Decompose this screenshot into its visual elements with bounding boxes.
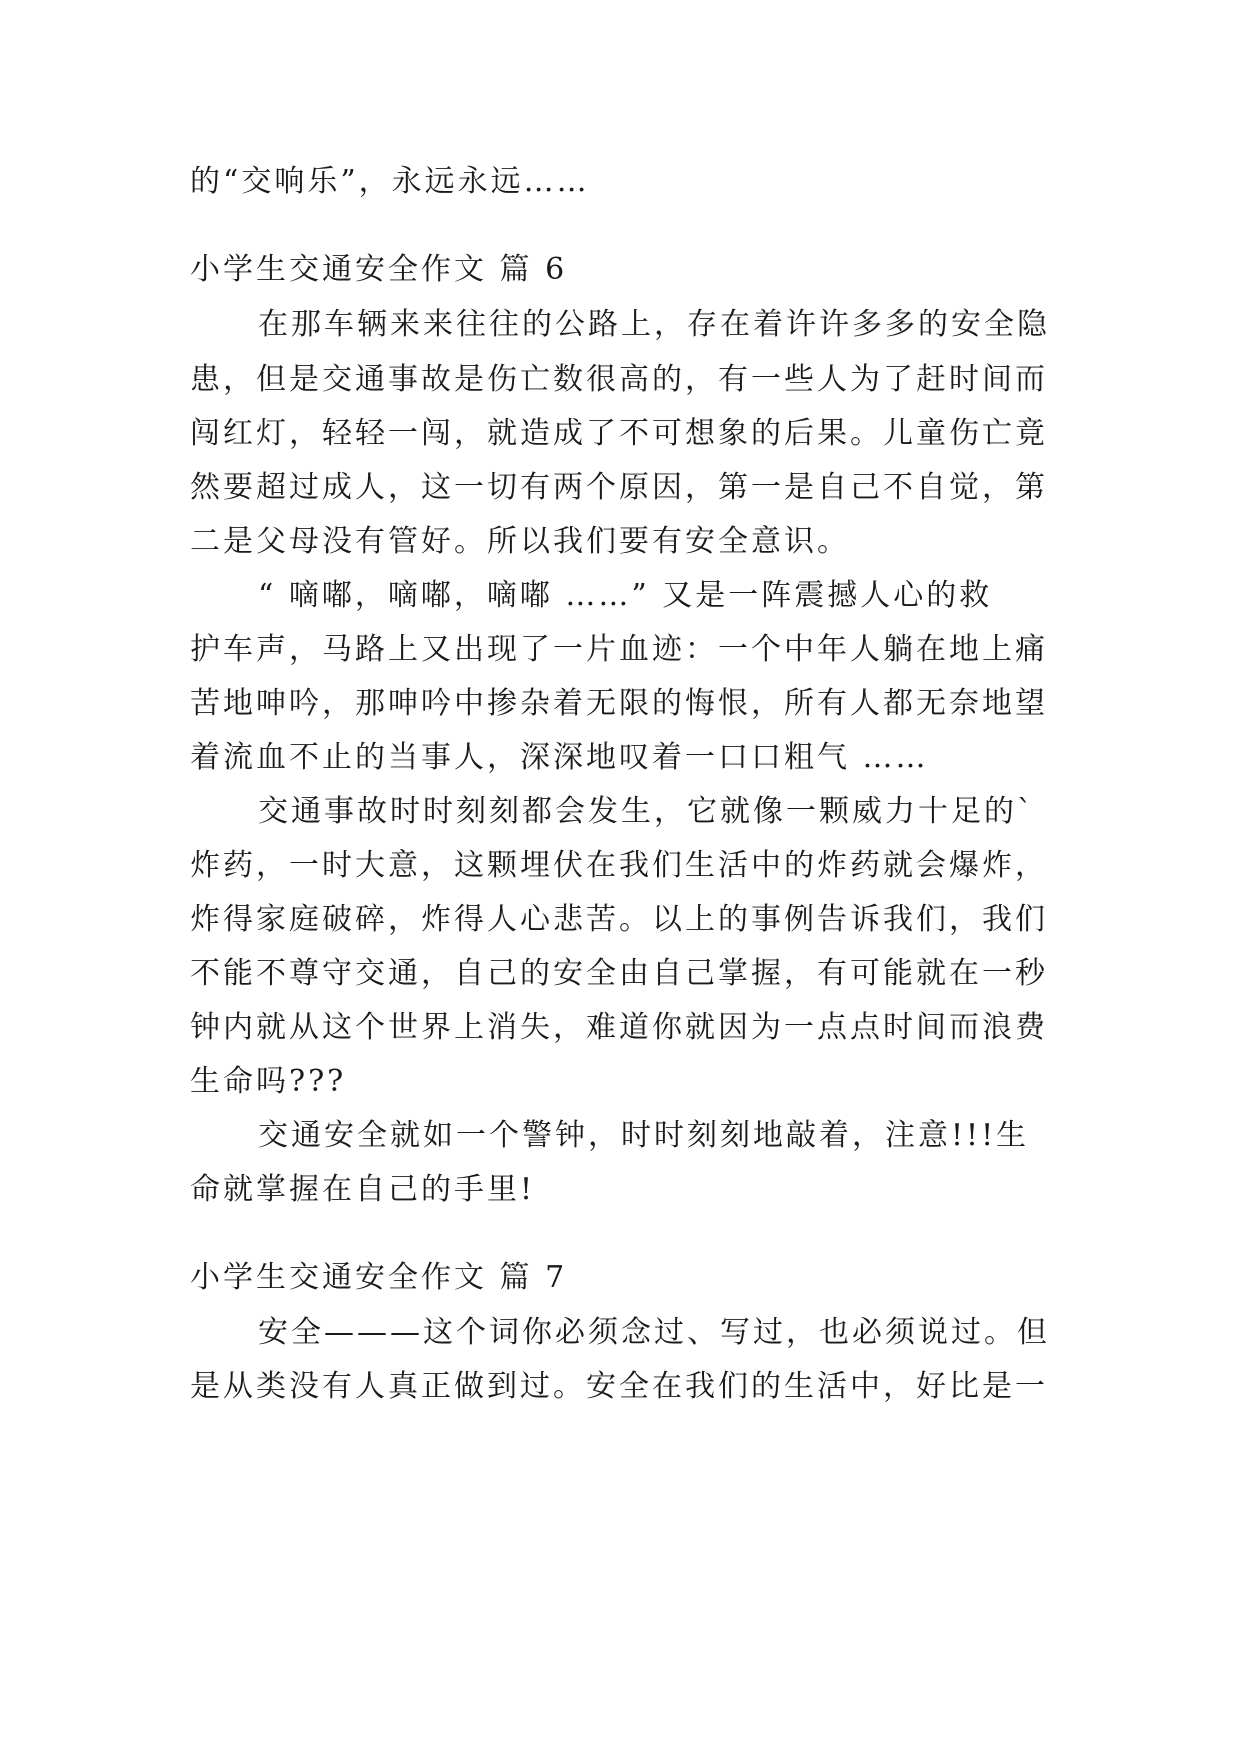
- paragraph-line: 苦地呻吟，那呻吟中掺杂着无限的悔恨，所有人都无奈地望: [190, 686, 1048, 721]
- section-heading: 小学生交通安全作文 篇 6: [190, 252, 568, 287]
- paragraph-line: 二是父母没有管好。所以我们要有安全意识。: [190, 524, 850, 559]
- paragraph-line: 钟内就从这个世界上消失，难道你就因为一点点时间而浪费: [190, 1010, 1048, 1045]
- paragraph-line: 交通安全就如一个警钟，时时刻刻地敲着，注意!!!生: [258, 1118, 1030, 1153]
- paragraph-line: 护车声，马路上又出现了一片血迹：一个中年人躺在地上痛: [190, 632, 1048, 667]
- paragraph-line: 不能不尊守交通，自己的安全由自己掌握，有可能就在一秒: [190, 956, 1048, 991]
- text-line: 的“交响乐”，永远永远……: [190, 164, 590, 199]
- paragraph-line: “ 嘀嘟，嘀嘟，嘀嘟 ……” 又是一阵震撼人心的救: [258, 578, 993, 613]
- paragraph-line: 交通事故时时刻刻都会发生，它就像一颗威力十足的`: [258, 794, 1035, 829]
- paragraph-line: 炸药，一时大意，这颗埋伏在我们生活中的炸药就会爆炸，: [190, 848, 1048, 883]
- section-heading: 小学生交通安全作文 篇 7: [190, 1260, 568, 1295]
- paragraph-line: 患，但是交通事故是伤亡数很高的，有一些人为了赶时间而: [190, 362, 1048, 397]
- paragraph-line: 是从类没有人真正做到过。安全在我们的生活中，好比是一: [190, 1369, 1048, 1404]
- paragraph-line: 安全———这个词你必须念过、写过，也必须说过。但: [258, 1315, 1050, 1350]
- paragraph-line: 闯红灯，轻轻一闯，就造成了不可想象的后果。儿童伤亡竟: [190, 416, 1048, 451]
- paragraph-line: 炸得家庭破碎，炸得人心悲苦。以上的事例告诉我们，我们: [190, 902, 1048, 937]
- paragraph-line: 在那车辆来来往往的公路上，存在着许许多多的安全隐: [258, 307, 1050, 342]
- paragraph-line: 然要超过成人，这一切有两个原因，第一是自己不自觉，第: [190, 470, 1048, 505]
- paragraph-line: 着流血不止的当事人，深深地叹着一口口粗气 ……: [190, 740, 929, 775]
- paragraph-line: 命就掌握在自己的手里!: [190, 1172, 536, 1207]
- paragraph-line: 生命吗???: [190, 1064, 347, 1099]
